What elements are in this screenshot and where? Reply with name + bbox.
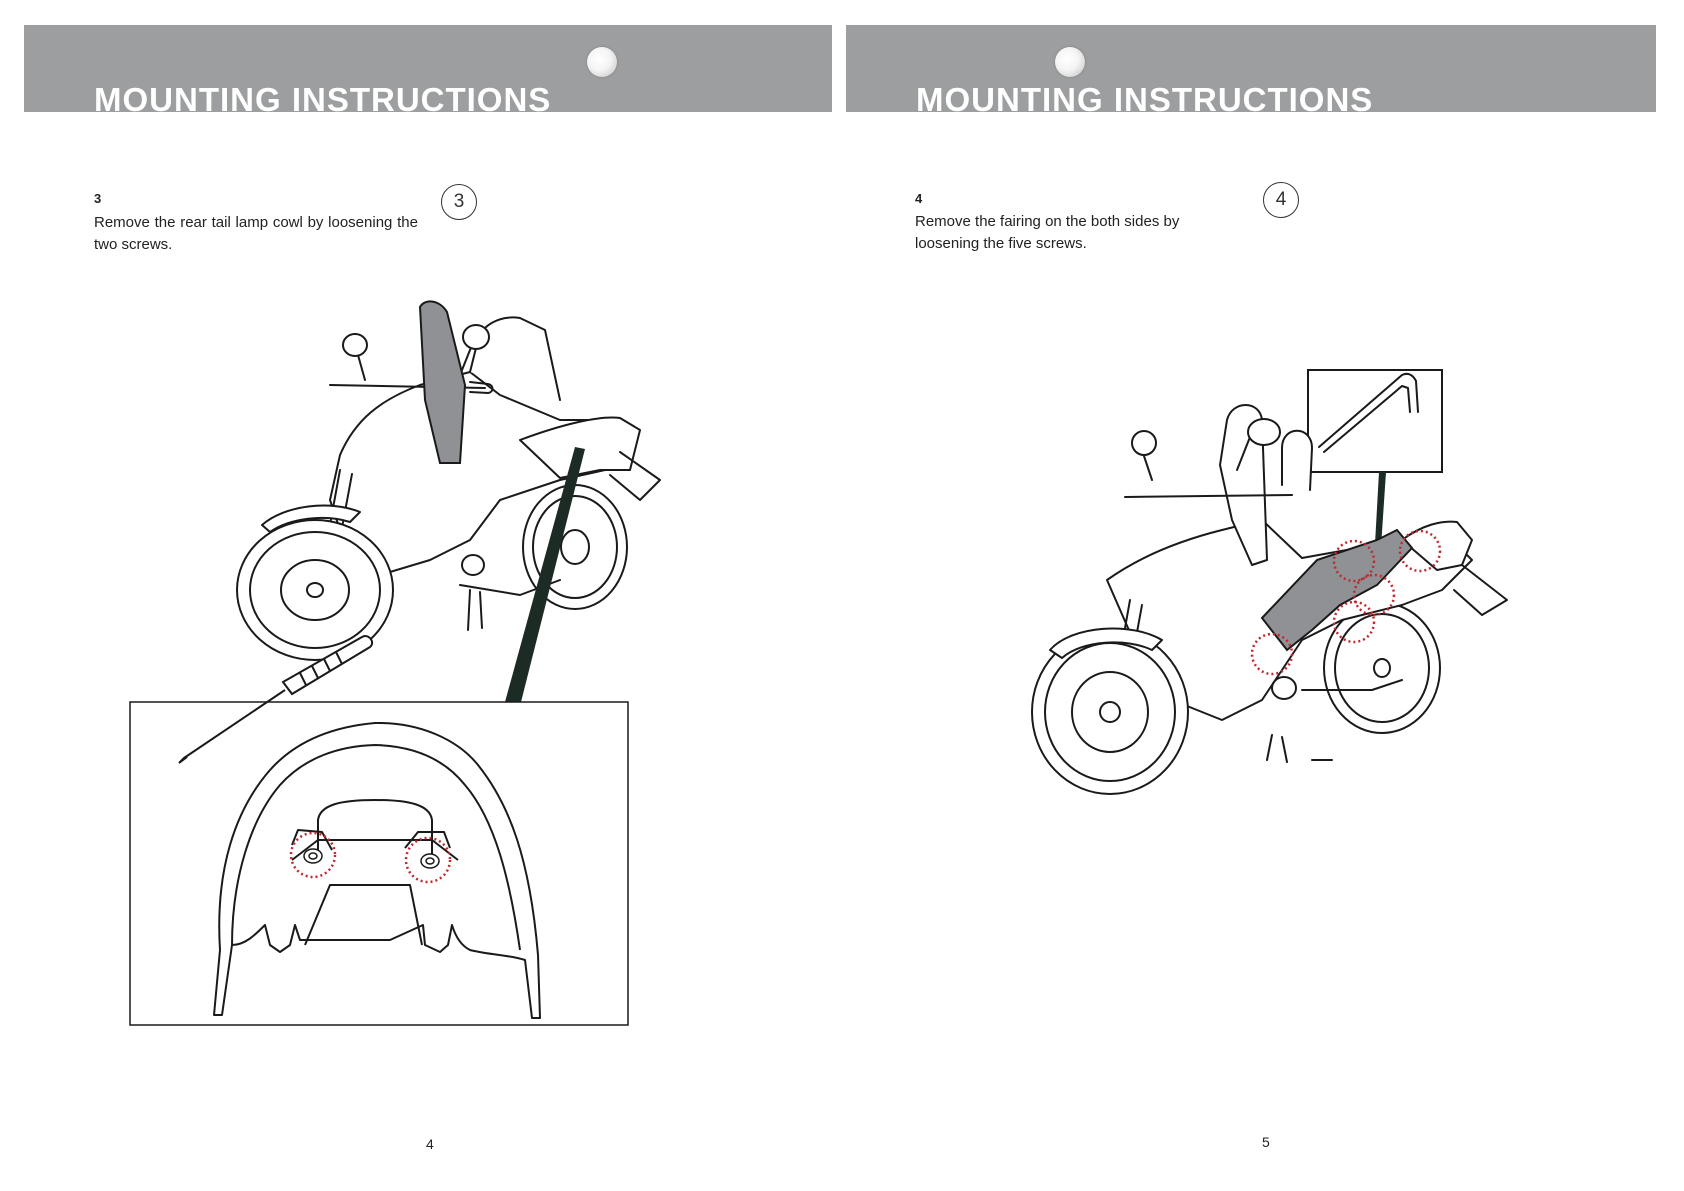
- header-title: MOUNTING INSTRUCTIONS: [94, 81, 552, 112]
- header-title: MOUNTING INSTRUCTIONS: [916, 81, 1374, 112]
- hex-key-inset-box: [1308, 370, 1442, 472]
- fairing-removal-illustration: [842, 0, 1684, 1191]
- step-badge: 3: [441, 184, 477, 220]
- step-badge: 4: [1263, 182, 1299, 218]
- step-number: 3: [94, 191, 102, 206]
- page-right: [842, 0, 1684, 1191]
- page-number: 4: [426, 1136, 434, 1152]
- page-number: 5: [1262, 1134, 1270, 1150]
- step-number: 4: [915, 191, 923, 206]
- rear-wheel: [1324, 603, 1440, 733]
- step-instructions: Remove the fairing on the both sides by loosening the five screws.: [915, 213, 1180, 252]
- step-instructions: Remove the rear tail lamp cowl by loosening the two screws.: [94, 214, 418, 253]
- tail-cowl-outline: [214, 723, 540, 1018]
